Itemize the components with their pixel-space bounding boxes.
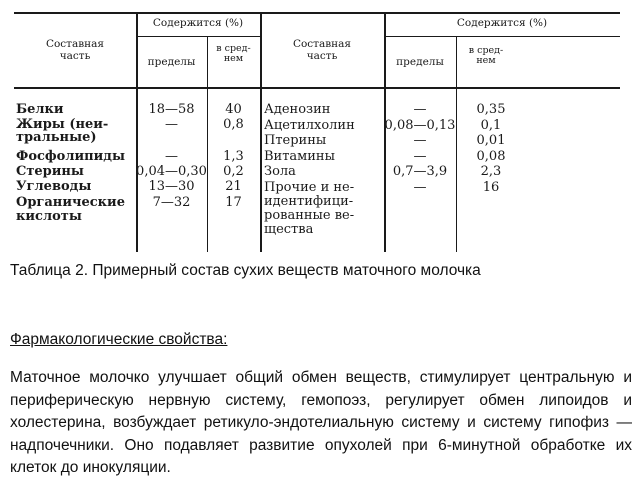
left-avg: 17: [225, 195, 242, 210]
left-name: Белки: [16, 102, 64, 117]
table-caption: Таблица 2. Примерный состав сухих веществ маточного молочка: [10, 262, 481, 279]
left-avg: 0,2: [223, 164, 244, 179]
right-avg: 0,01: [476, 133, 506, 148]
left-name: Органические кислоты: [16, 195, 125, 224]
body-paragraph: Маточное молочко улучшает общий обмен веществ, стимулирует центральную и периферическую нервную систему, гемопоэз, регулирует обмен липоидов и холестерина, возбуждает ретикуло-эндотелиальную систему и систему гипофиз — надпочечники. Оно подавляет развитие опухолей при 6-минутной обработке их клеток до инокуляции.: [10, 369, 632, 477]
header-component-right: Составная часть: [292, 38, 352, 63]
table-vrule: [207, 36, 208, 252]
header-average-left: в сред- нем: [216, 43, 251, 65]
table-top-rule: [14, 12, 620, 14]
left-range: 7—32: [152, 195, 191, 210]
right-avg: 0,35: [476, 102, 506, 117]
composition-table: [14, 12, 620, 252]
left-avg: 40: [225, 102, 242, 117]
left-name: Стерины: [16, 164, 84, 179]
right-name: Птерины: [264, 133, 327, 148]
left-range: 0,04—0,30: [136, 164, 207, 179]
left-name: Углеводы: [16, 179, 92, 194]
table-header-rule: [14, 87, 620, 89]
right-range: 0,08—0,13: [384, 118, 456, 133]
left-avg: 21: [225, 179, 242, 194]
header-content-right: Содержится (%): [456, 17, 548, 29]
section-heading: Фармакологические свойства:: [10, 331, 228, 348]
right-range: —: [413, 180, 427, 195]
header-average-right: в сред- нем: [468, 45, 504, 67]
right-avg: 2,3: [480, 164, 502, 179]
left-avg: 1,3: [223, 149, 244, 164]
table-subheader-rule-left: [136, 36, 260, 37]
left-name: Жиры (неи- тральные): [16, 117, 109, 145]
left-name: Фосфолипиды: [16, 149, 125, 164]
header-range-right: пределы: [396, 56, 444, 68]
right-name: Зола: [264, 164, 296, 179]
right-name: Ацетилхолин: [264, 118, 355, 133]
table-vrule: [136, 12, 138, 252]
right-avg: 0,1: [480, 118, 502, 133]
left-range: 13—30: [148, 179, 195, 194]
header-component-left: Составная часть: [45, 38, 105, 63]
right-range: 0,7—3,9: [392, 164, 448, 179]
right-name: Аденозин: [264, 102, 331, 117]
left-range: —: [165, 117, 178, 132]
right-avg: 0,08: [476, 149, 506, 164]
right-name: Прочие и не- идентифици- рованные ве- щества: [264, 180, 355, 238]
right-range: —: [413, 149, 427, 164]
right-range: —: [413, 102, 427, 117]
left-range: —: [165, 149, 178, 164]
table-subheader-rule-right: [384, 36, 620, 37]
right-name: Витамины: [264, 149, 335, 164]
right-avg: 16: [482, 180, 500, 195]
left-avg: 0,8: [223, 117, 244, 132]
right-range: —: [413, 133, 427, 148]
header-content-left: Содержится (%): [152, 17, 244, 29]
left-range: 18—58: [148, 102, 195, 117]
header-range-left: пределы: [147, 56, 196, 68]
